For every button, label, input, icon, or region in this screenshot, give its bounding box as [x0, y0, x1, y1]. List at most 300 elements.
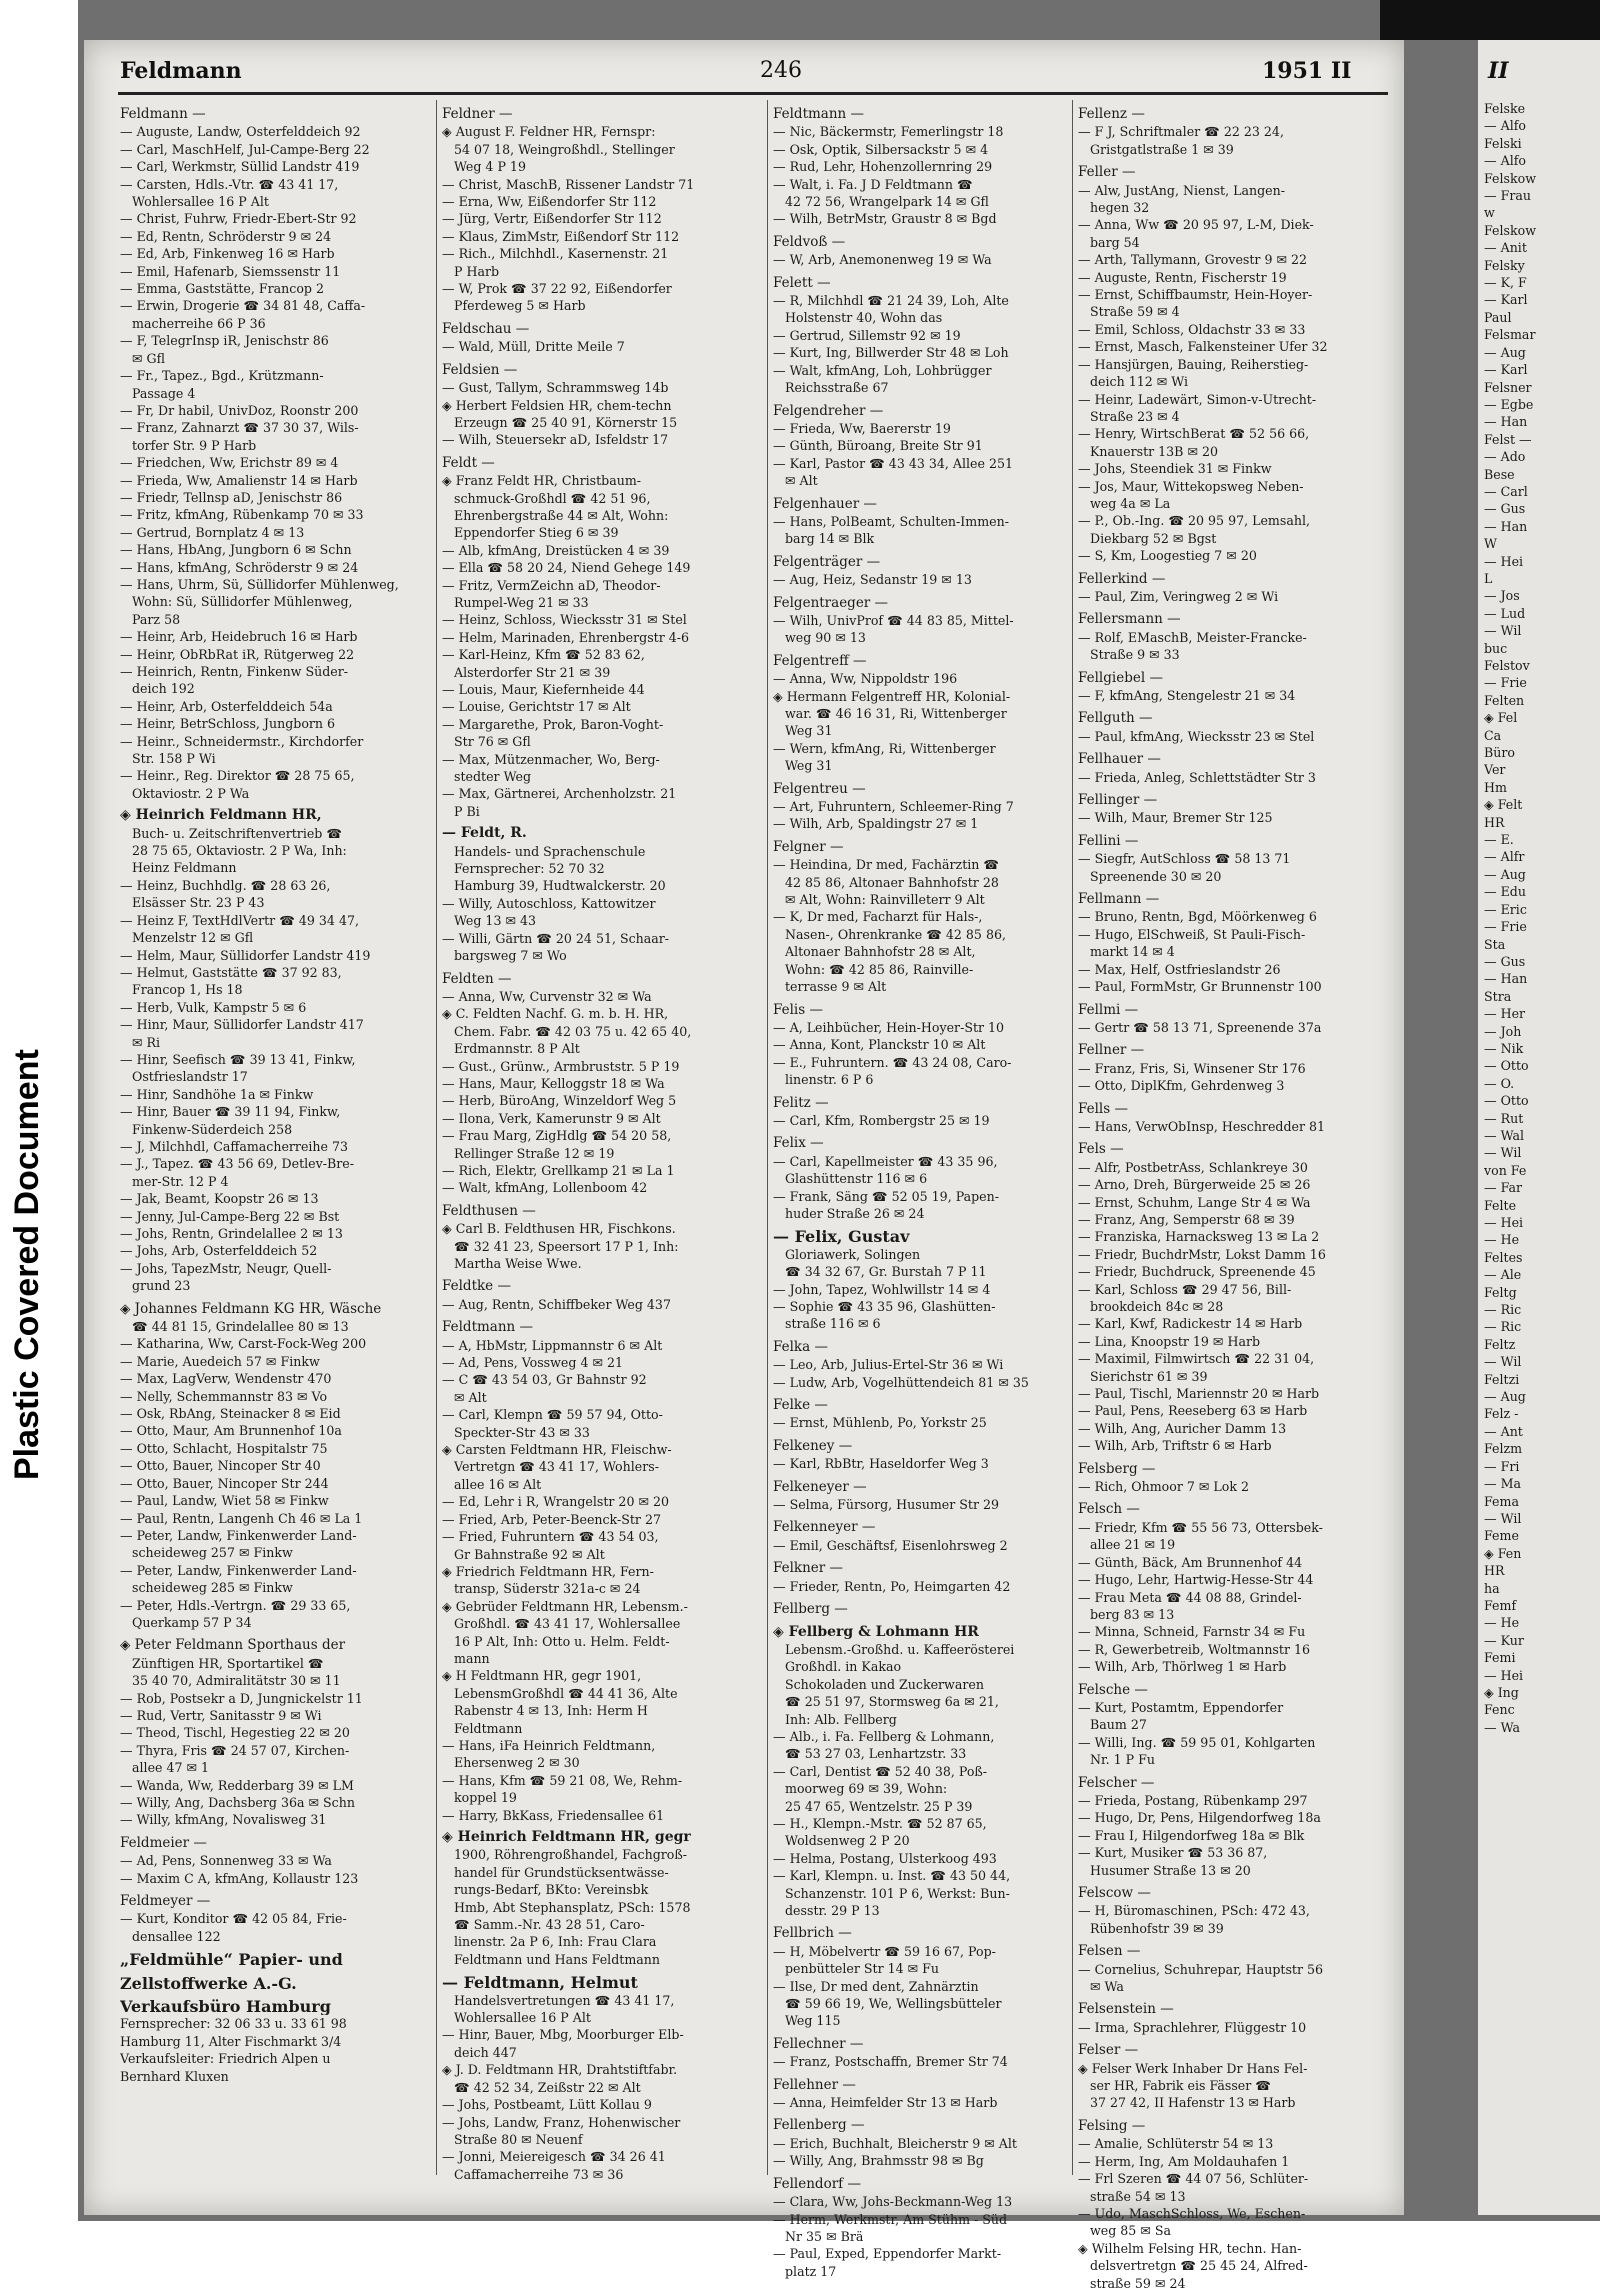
- directory-entry: — Karl, Schloss ☎ 29 47 56, Bill-: [1078, 1281, 1292, 1297]
- directory-entry: — Art, Fuhruntern, Schleemer-Ring 7: [773, 799, 1014, 815]
- directory-entry: — Helma, Postang, Ulsterkoog 493: [773, 1850, 997, 1866]
- directory-entry: — Nelly, Schemmannstr 83 ✉ Vo: [120, 1388, 328, 1404]
- directory-entry: — Max, LagVerw, Wendenstr 470: [120, 1371, 332, 1387]
- directory-entry: — Anna, Heimfelder Str 13 ✉ Harb: [773, 2095, 998, 2111]
- directory-entry: — Karl-Heinz, Kfm ☎ 52 83 62,: [442, 647, 645, 663]
- directory-entry: berg 83 ✉ 13: [1090, 1606, 1175, 1622]
- adjacent-page-entry: Felten: [1484, 692, 1525, 708]
- directory-entry: allee 21 ✉ 19: [1090, 1537, 1176, 1553]
- surname-heading: Felsch —: [1078, 1501, 1140, 1518]
- adjacent-page-entry: Femf: [1484, 1597, 1517, 1613]
- adjacent-page-entry: — Ant: [1484, 1423, 1523, 1439]
- running-head-right: 1951 II: [1262, 58, 1352, 84]
- adjacent-page-entry: Fenc: [1484, 1702, 1515, 1718]
- surname-heading: Felgentreff —: [773, 652, 867, 669]
- directory-entry: deich 192: [132, 681, 195, 697]
- directory-entry: — Herb, BüroAng, Winzeldorf Weg 5: [442, 1093, 677, 1109]
- surname-heading: Fellhauer —: [1078, 751, 1161, 768]
- directory-entry: — Paul, Zim, Veringweg 2 ✉ Wi: [1078, 588, 1279, 604]
- adjacent-page-entry: — Wal: [1484, 1127, 1524, 1143]
- directory-entry: Wohn: Sü, Süllidorfer Mühlenweg,: [132, 594, 353, 610]
- adjacent-page-entry: — Ma: [1484, 1476, 1522, 1492]
- adjacent-page-entry: ha: [1484, 1580, 1500, 1596]
- directory-entry: — J, Milchhdl, Caffamacherreihe 73: [120, 1138, 349, 1154]
- directory-entry: — Ilona, Verk, Kamerunstr 9 ✉ Alt: [442, 1110, 661, 1126]
- surname-heading: Feldner —: [442, 106, 513, 122]
- directory-entry: ☎ 59 66 19, We, Wellingsbütteler: [785, 1996, 1002, 2012]
- directory-entry: — Karl, RbBtr, Haseldorfer Weg 3: [773, 1456, 989, 1472]
- directory-entry: — Karl, Pastor ☎ 43 43 34, Allee 251: [773, 455, 1013, 471]
- directory-entry: ◈ Wilhelm Felsing HR, techn. Han-: [1078, 2240, 1302, 2256]
- directory-entry: — Wanda, Ww, Redderbarg 39 ✉ LM: [120, 1777, 354, 1793]
- directory-entry: — H., Klempn.-Mstr. ☎ 52 87 65,: [773, 1815, 987, 1831]
- adjacent-page-entry: — K, F: [1484, 275, 1527, 291]
- directory-entry: — Hinr, Seefisch ☎ 39 13 41, Finkw,: [120, 1051, 356, 1067]
- directory-entry: Feldtmann: [454, 1720, 523, 1736]
- adjacent-page-entry: Felske: [1484, 101, 1526, 116]
- directory-entry: — Karl, Klempn. u. Inst. ☎ 43 50 44,: [773, 1868, 1011, 1884]
- directory-entry: — A, HbMstr, Lippmannstr 6 ✉ Alt: [442, 1337, 663, 1353]
- directory-entry: — Paul, Tischl, Mariennstr 20 ✉ Harb: [1078, 1386, 1320, 1402]
- directory-entry: 37 27 42, II Hafenstr 13 ✉ Harb: [1090, 2095, 1296, 2111]
- directory-entry: Verkaufsbüro Hamburg: [120, 1998, 331, 2016]
- directory-entry: Spreenende 30 ✉ 20: [1090, 868, 1222, 884]
- directory-entry: Zünftigen HR, Sportartikel ☎: [132, 1655, 324, 1671]
- directory-entry: — Aug, Rentn, Schiffbeker Weg 437: [442, 1296, 671, 1312]
- adjacent-page-entry: ◈ Fen: [1484, 1545, 1522, 1561]
- directory-entry: scheideweg 257 ✉ Finkw: [132, 1545, 293, 1561]
- directory-entry: ◈ Franz Feldt HR, Christbaum-: [442, 473, 642, 489]
- directory-entry: — Hans, HbAng, Jungborn 6 ✉ Schn: [120, 542, 352, 558]
- directory-entry: Hamburg 39, Hudtwalckerstr. 20: [454, 878, 666, 894]
- directory-entry: — Thyra, Fris ☎ 24 57 07, Kirchen-: [120, 1742, 350, 1758]
- adjacent-page-entry: Felskow: [1484, 170, 1536, 186]
- directory-entry: — Alfr, PostbetrAss, Schlankreye 30: [1078, 1159, 1308, 1175]
- directory-entry: — Frieda, Ww, Baererstr 19: [773, 420, 951, 436]
- directory-entry: Straße 9 ✉ 33: [1090, 647, 1180, 663]
- directory-entry: — C ☎ 43 54 03, Gr Bahnstr 92: [442, 1372, 647, 1388]
- directory-entry: — Gertrud, Bornplatz 4 ✉ 13: [120, 524, 305, 540]
- adjacent-page-entry: Feltes: [1484, 1249, 1523, 1265]
- directory-entry: — Bruno, Rentn, Bgd, Möörkenweg 6: [1078, 909, 1317, 925]
- directory-entry: Weg 115: [785, 2013, 841, 2029]
- directory-entry: — Wilh, Arb, Thörlweg 1 ✉ Harb: [1078, 1659, 1287, 1675]
- directory-entry: — Gertr ☎ 58 13 71, Spreenende 37a: [1078, 1019, 1322, 1035]
- adjacent-page-entry: buc: [1484, 640, 1508, 656]
- directory-entry: Rumpel-Weg 21 ✉ 33: [454, 594, 589, 610]
- directory-entry: — Ad, Pens, Vossweg 4 ✉ 21: [442, 1355, 624, 1371]
- directory-entry: — Johs, TapezMstr, Neugr, Quell-: [120, 1260, 332, 1276]
- directory-entry: Fernsprecher: 52 70 32: [454, 861, 605, 877]
- surname-heading: Feldmeyer —: [120, 1893, 211, 1910]
- directory-entry: — Johs, Rentn, Grindelallee 2 ✉ 13: [120, 1226, 343, 1241]
- surname-heading: Felgentraeger —: [773, 594, 889, 611]
- directory-entry: weg 4a ✉ La: [1090, 495, 1171, 511]
- directory-entry: — Willy, Autoschloss, Kattowitzer: [442, 895, 656, 911]
- directory-entry: — Hans, iFa Heinrich Feldtmann,: [442, 1737, 656, 1753]
- directory-column-3: [773, 100, 1063, 2280]
- directory-entry: Schokoladen und Zuckerwaren: [785, 1676, 984, 1692]
- directory-entry: — Kurt, Ing, Billwerder Str 48 ✉ Loh: [773, 345, 1009, 361]
- directory-entry: — Hans, PolBeamt, Schulten-Immen-: [773, 513, 1009, 529]
- directory-entry: — Harry, BkKass, Friedensallee 61: [442, 1807, 665, 1823]
- adjacent-page-entry: — Han: [1484, 414, 1528, 430]
- directory-entry: — A, Leihbücher, Hein-Hoyer-Str 10: [773, 1019, 1005, 1035]
- surname-heading: Fellerkind —: [1078, 570, 1166, 587]
- directory-entry: — Herm, Ing, Am Moldauhafen 1: [1078, 2153, 1290, 2169]
- directory-entry: — Felix, Gustav: [773, 1228, 910, 1246]
- directory-entry: Alsterdorfer Str 21 ✉ 39: [454, 664, 611, 680]
- directory-entry: — Willy, Ang, Dachsberg 36a ✉ Schn: [120, 1795, 355, 1810]
- surname-heading: Felsing —: [1078, 2117, 1146, 2134]
- directory-entry: 42 72 56, Wrangelpark 14 ✉ Gfl: [785, 194, 989, 210]
- directory-entry: — Willy, kfmAng, Novalisweg 31: [120, 1812, 327, 1828]
- directory-entry: ◈ C. Feldten Nachf. G. m. b. H. HR,: [442, 1006, 669, 1022]
- directory-entry: — Erwin, Drogerie ☎ 34 81 48, Caffa-: [120, 298, 366, 314]
- directory-entry: — Rolf, EMaschB, Meister-Francke-: [1078, 629, 1307, 645]
- directory-entry: — Herb, Vulk, Kampstr 5 ✉ 6: [120, 999, 307, 1015]
- directory-entry: — Carsten, Hdls.-Vtr. ☎ 43 41 17,: [120, 176, 339, 192]
- directory-entry: — Frau Marg, ZigHdlg ☎ 54 20 58,: [442, 1128, 672, 1144]
- directory-entry: ◈ Felser Werk Inhaber Dr Hans Fel-: [1078, 2060, 1308, 2076]
- adjacent-page-entry: von Fe: [1484, 1162, 1527, 1178]
- directory-entry: Rübenhofstr 39 ✉ 39: [1090, 1920, 1224, 1936]
- surname-heading: Felgendreher —: [773, 402, 884, 419]
- directory-entry: — Friedr, BuchdrMstr, Lokst Damm 16: [1078, 1246, 1326, 1262]
- surname-heading: Felsenstein —: [1078, 2001, 1174, 2018]
- directory-entry: — Ernst, Mühlenb, Po, Yorkstr 25: [773, 1415, 987, 1431]
- directory-entry: — Jonni, Meiereigesch ☎ 34 26 41: [442, 2149, 666, 2165]
- directory-entry: desstr. 29 P 13: [785, 1903, 880, 1918]
- directory-entry: — Walt, kfmAng, Loh, Lohbrügger: [773, 362, 992, 378]
- surname-heading: Fellehner —: [773, 2076, 856, 2093]
- directory-entry: allee 47 ✉ 1: [132, 1760, 210, 1776]
- surname-heading: Feldmeier —: [120, 1834, 207, 1851]
- adjacent-page-entry: — Karl: [1484, 362, 1528, 378]
- directory-entry: Sierichstr 61 ✉ 39: [1090, 1368, 1208, 1384]
- directory-entry: Pferdeweg 5 ✉ Harb: [454, 298, 586, 314]
- directory-entry: ◈ Hermann Felgentreff HR, Kolonial-: [773, 688, 1011, 704]
- directory-entry: — Max, Helf, Ostfrieslandstr 26: [1078, 961, 1281, 977]
- adjacent-page-entry: — Rut: [1484, 1110, 1524, 1126]
- directory-entry: Schanzenstr. 101 P 6, Werkst: Bun-: [785, 1885, 1010, 1901]
- adjacent-page-entry: — Ale: [1484, 1267, 1522, 1283]
- directory-entry: — J., Tapez. ☎ 43 56 69, Detlev-Bre-: [120, 1156, 354, 1172]
- directory-entry: 35 40 70, Admiralitätstr 30 ✉ 11: [132, 1673, 341, 1689]
- directory-entry: — Jak, Beamt, Koopstr 26 ✉ 13: [120, 1191, 319, 1207]
- directory-entry: transp, Süderstr 321a-c ✉ 24: [454, 1581, 641, 1597]
- surname-heading: ◈ Johannes Feldmann KG HR, Wäsche: [120, 1300, 382, 1317]
- directory-entry: — Auguste, Rentn, Fischerstr 19: [1078, 269, 1287, 285]
- surname-heading: Fells —: [1078, 1100, 1128, 1117]
- directory-entry: — Ilse, Dr med dent, Zahnärztin: [773, 1978, 979, 1994]
- adjacent-page-entry: Stra: [1484, 988, 1512, 1004]
- directory-entry: ◈ August F. Feldner HR, Fernspr:: [442, 124, 656, 140]
- directory-entry: Gr Bahnstraße 92 ✉ Alt: [454, 1546, 605, 1562]
- directory-entry: penbütteler Str 14 ✉ Fu: [785, 1961, 940, 1977]
- surname-heading: Felgentreu —: [773, 780, 866, 797]
- directory-entry: — Anna, Kont, Planckstr 10 ✉ Alt: [773, 1037, 986, 1053]
- adjacent-page-entry: — Anit: [1484, 240, 1527, 256]
- directory-entry: — Heinr, ObRbRat iR, Rütgerweg 22: [120, 646, 355, 662]
- directory-entry: Nasen-, Ohrenkranke ☎ 42 85 86,: [785, 926, 1006, 942]
- left-margin-strip: [0, 0, 78, 2221]
- surname-heading: Felix —: [773, 1135, 824, 1152]
- directory-entry: brookdeich 84c ✉ 28: [1090, 1299, 1224, 1314]
- directory-entry: — Jürg, Vertr, Eißendorfer Str 112: [442, 211, 662, 227]
- surname-heading: Felke —: [773, 1397, 828, 1414]
- directory-entry: — Carl, Werkmstr, Süllid Landstr 419: [120, 159, 360, 175]
- directory-entry: Eppendorfer Stieg 6 ✉ 39: [454, 525, 619, 541]
- surname-heading: Fellmann —: [1078, 891, 1160, 908]
- running-head-left: Feldmann: [120, 58, 242, 84]
- directory-entry: — Hinr, Sandhöhe 1a ✉ Finkw: [120, 1086, 314, 1102]
- adjacent-page-entry: ◈ Ing: [1484, 1684, 1519, 1700]
- directory-entry: — F J, Schriftmaler ☎ 22 23 24,: [1078, 124, 1284, 140]
- directory-entry: deich 112 ✉ Wi: [1090, 374, 1189, 390]
- directory-entry: — Franz, Postschaffn, Bremer Str 74: [773, 2054, 1008, 2070]
- directory-entry: Diekbarg 52 ✉ Bgst: [1090, 530, 1217, 546]
- directory-entry: — Wilh, Arb, Triftstr 6 ✉ Harb: [1078, 1438, 1272, 1454]
- adjacent-page-entry: — Jos: [1484, 588, 1520, 604]
- directory-column-1: [120, 100, 410, 2085]
- directory-entry: — Heinz, Buchhdlg. ☎ 28 63 26,: [120, 877, 331, 893]
- directory-entry: — Amalie, Schlüterstr 54 ✉ 13: [1078, 2136, 1274, 2152]
- directory-entry: Speckter-Str 43 ✉ 33: [454, 1424, 590, 1440]
- directory-entry: ◈ Heinrich Feldmann HR,: [120, 807, 322, 824]
- directory-entry: bargsweg 7 ✉ Wo: [454, 948, 567, 964]
- adjacent-page-entry: Bese: [1484, 466, 1515, 482]
- adjacent-page-entry: — Wil: [1484, 623, 1522, 639]
- directory-entry: — Fried, Fuhruntern ☎ 43 54 03,: [442, 1529, 659, 1545]
- directory-entry: ◈ Carsten Feldtmann HR, Fleischw-: [442, 1442, 672, 1458]
- directory-entry: — Louis, Maur, Kiefernheide 44: [442, 682, 645, 697]
- directory-entry: — Peter, Hdls.-Vertrgn. ☎ 29 33 65,: [120, 1597, 351, 1613]
- directory-entry: — Helmut, Gaststätte ☎ 37 92 83,: [120, 964, 342, 980]
- adjacent-page-header: II: [1488, 58, 1509, 84]
- directory-entry: — Frl Szeren ☎ 44 07 56, Schlüter-: [1078, 2171, 1309, 2187]
- directory-entry: — Ernst, Schiffbaumstr, Hein-Hoyer-: [1078, 287, 1313, 303]
- directory-entry: — Wilh, Steuersekr aD, Isfeldstr 17: [442, 432, 669, 448]
- directory-entry: — Carl, Klempn ☎ 59 57 94, Otto-: [442, 1407, 663, 1423]
- directory-entry: ✉ Alt: [454, 1389, 487, 1405]
- surname-heading: Felgenhauer —: [773, 495, 877, 512]
- directory-entry: — Peter, Landw, Finkenwerder Land-: [120, 1562, 357, 1578]
- directory-entry: straße 116 ✉ 6: [785, 1316, 881, 1332]
- directory-entry: Wohlersallee 16 P Alt: [454, 2010, 591, 2026]
- surname-heading: Felsberg —: [1078, 1460, 1156, 1477]
- directory-entry: — John, Tapez, Wohlwillstr 14 ✉ 4: [773, 1281, 991, 1297]
- directory-entry: — Walt, i. Fa. J D Feldtmann ☎: [773, 176, 973, 192]
- directory-entry: — Siegfr, AutSchloss ☎ 58 13 71: [1078, 851, 1291, 867]
- adjacent-page-entry: HR: [1484, 814, 1505, 830]
- directory-entry: — Kurt, Musiker ☎ 53 36 87,: [1078, 1845, 1268, 1861]
- directory-entry: — Franz, Zahnarzt ☎ 37 30 37, Wils-: [120, 420, 359, 436]
- surname-heading: Fellberg —: [773, 1601, 848, 1618]
- directory-entry: — R, Milchhdl ☎ 21 24 39, Loh, Alte: [773, 293, 1009, 309]
- directory-entry: Francop 1, Hs 18: [132, 982, 243, 998]
- surname-heading: Felgenträger —: [773, 553, 881, 570]
- directory-entry: — Ernst, Schuhm, Lange Str 4 ✉ Wa: [1078, 1194, 1311, 1210]
- directory-entry: Lebensm.-Großhd. u. Kaffeerösterei: [785, 1641, 1015, 1657]
- directory-entry: ☎ 42 52 34, Zeißstr 22 ✉ Alt: [454, 2079, 641, 2095]
- directory-entry: Straße 80 ✉ Neuenf: [454, 2131, 583, 2147]
- directory-entry: — Ella ☎ 58 20 24, Niend Gehege 149: [442, 560, 691, 576]
- directory-entry: delsvertretgn ☎ 25 45 24, Alfred-: [1090, 2258, 1308, 2274]
- directory-entry: — Hans, Kfm ☎ 59 21 08, We, Rehm-: [442, 1772, 683, 1788]
- directory-entry: Holstenstr 40, Wohn das: [785, 310, 943, 326]
- directory-entry: — Gust., Grünw., Armbruststr. 5 P 19: [442, 1058, 680, 1074]
- directory-entry: — Katharina, Ww, Carst-Fock-Weg 200: [120, 1336, 367, 1352]
- surname-heading: Felsen —: [1078, 1943, 1141, 1960]
- directory-entry: — Alw, JustAng, Nienst, Langen-: [1078, 182, 1285, 198]
- directory-entry: Großhdl. in Kakao: [785, 1659, 902, 1675]
- directory-entry: ☎ 34 32 67, Gr. Burstah 7 P 11: [785, 1264, 987, 1280]
- directory-entry: — Wilh, BetrMstr, Graustr 8 ✉ Bgd: [773, 211, 997, 227]
- adjacent-page-entry: — Wil: [1484, 1354, 1522, 1370]
- directory-entry: Baum 27: [1090, 1717, 1147, 1733]
- directory-entry: „Feldmühle“ Papier- und: [120, 1951, 343, 1969]
- adjacent-page-entry: — E.: [1484, 832, 1514, 848]
- directory-entry: — Paul, Exped, Eppendorfer Markt-: [773, 2246, 1002, 2262]
- directory-entry: — Hugo, Dr, Pens, Hilgendorfweg 18a: [1078, 1810, 1321, 1826]
- surname-heading: Felsche —: [1078, 1681, 1148, 1698]
- directory-entry: Buch- u. Zeitschriftenvertrieb ☎: [132, 825, 343, 841]
- adjacent-page-entry: — Otto: [1484, 1058, 1529, 1074]
- directory-entry: Feldtmann und Hans Feldtmann: [454, 1951, 661, 1967]
- directory-entry: — F, kfmAng, Stengelestr 21 ✉ 34: [1078, 688, 1296, 703]
- surname-heading: Fellersmann —: [1078, 611, 1181, 628]
- directory-entry: linenstr. 2a P 6, Inh: Frau Clara: [454, 1934, 657, 1950]
- directory-entry: — Wilh, Maur, Bremer Str 125: [1078, 810, 1273, 826]
- directory-entry: — Carl, Dentist ☎ 52 40 38, Poß-: [773, 1763, 988, 1779]
- directory-entry: — Günth, Büroang, Breite Str 91: [773, 438, 983, 454]
- directory-entry: Fernsprecher: 32 06 33 u. 33 61 98: [120, 2016, 347, 2032]
- directory-entry: Str. 158 P Wi: [132, 751, 216, 767]
- adjacent-page-entry: Feltg: [1484, 1284, 1517, 1300]
- directory-entry: — Peter, Landw, Finkenwerder Land-: [120, 1527, 357, 1543]
- directory-entry: markt 14 ✉ 4: [1090, 944, 1175, 960]
- directory-entry: — Hansjürgen, Bauing, Reiherstieg-: [1078, 356, 1309, 372]
- adjacent-page-entry: — Hei: [1484, 553, 1524, 569]
- directory-entry: — Otto, Bauer, Nincoper Str 244: [120, 1475, 329, 1491]
- directory-entry: Wohlersallee 16 P Alt: [132, 194, 269, 210]
- surname-heading: Fellbrich —: [773, 1925, 852, 1942]
- adjacent-page-entry: Ver: [1484, 762, 1506, 778]
- surname-heading: ◈ Peter Feldmann Sporthaus der: [120, 1637, 346, 1654]
- directory-entry: ◈ H Feldtmann HR, gegr 1901,: [442, 1668, 642, 1684]
- adjacent-page-entry: Felte: [1484, 1197, 1517, 1213]
- directory-entry: — Hugo, ElSchweiß, St Pauli-Fisch-: [1078, 926, 1306, 942]
- directory-entry: — Feldtmann, Helmut: [442, 1974, 638, 1992]
- adjacent-page-entry: — Alfr: [1484, 849, 1525, 865]
- adjacent-page-entry: — Egbe: [1484, 396, 1534, 412]
- directory-entry: — Frau Meta ☎ 44 08 88, Grindel-: [1078, 1589, 1302, 1605]
- directory-entry: mann: [454, 1650, 490, 1666]
- directory-entry: — Christ, Fuhrw, Friedr-Ebert-Str 92: [120, 211, 357, 227]
- directory-entry: Hamburg 11, Alter Fischmarkt 3/4: [120, 2033, 342, 2049]
- directory-entry: Handelsvertretungen ☎ 43 41 17,: [454, 1992, 675, 2008]
- directory-entry: barg 14 ✉ Blk: [785, 531, 875, 547]
- directory-entry: ◈ Friedrich Feldtmann HR, Fern-: [442, 1563, 654, 1579]
- directory-entry: — H, Möbelvertr ☎ 59 16 67, Pop-: [773, 1943, 996, 1959]
- surname-heading: Feldthusen —: [442, 1202, 536, 1219]
- directory-entry: Weg 4 P 19: [454, 159, 526, 175]
- directory-entry: — Maximil, Filmwirtsch ☎ 22 31 04,: [1078, 1351, 1315, 1367]
- directory-entry: ☎ 32 41 23, Speersort 17 P 1, Inh:: [454, 1238, 679, 1254]
- directory-entry: — Fried, Arb, Peter-Beenck-Str 27: [442, 1511, 661, 1527]
- directory-entry: — Heinr, Arb, Heidebruch 16 ✉ Harb: [120, 629, 358, 645]
- directory-entry: — Emil, Hafenarb, Siemssenstr 11: [120, 263, 341, 279]
- directory-entry: — Heinr., Schneidermstr., Kirchdorfer: [120, 733, 364, 749]
- directory-entry: — Otto, Bauer, Nincoper Str 40: [120, 1458, 321, 1474]
- directory-entry: — Sophie ☎ 43 35 96, Glashütten-: [773, 1299, 996, 1314]
- surname-heading: Feldt —: [442, 454, 495, 471]
- directory-entry: 54 07 18, Weingroßhdl., Stellinger: [454, 141, 675, 157]
- directory-entry: — Emil, Geschäftsf, Eisenlohrsweg 2: [773, 1537, 1008, 1553]
- directory-entry: — Henry, WirtschBerat ☎ 52 56 66,: [1078, 426, 1310, 442]
- directory-entry: — Anna, Ww, Nippoldstr 196: [773, 671, 958, 687]
- directory-entry: — Willi, Ing. ☎ 59 95 01, Kohlgarten: [1078, 1734, 1316, 1750]
- adjacent-page-entry: — Nik: [1484, 1040, 1524, 1056]
- adjacent-page-entry: — Gus: [1484, 501, 1526, 517]
- directory-entry: rungs-Bedarf, BKto: Vereinsbk: [454, 1882, 649, 1898]
- directory-entry: — Helm, Maur, Süllidorfer Landstr 419: [120, 947, 371, 963]
- directory-entry: ✉ Alt, Wohn: Rainvilleterr 9 Alt: [785, 892, 985, 908]
- directory-entry: Heinz Feldmann: [132, 860, 237, 876]
- adjacent-page-entry: ◈ Felt: [1484, 797, 1523, 813]
- directory-entry: Caffamacherreihe 73 ✉ 36: [454, 2166, 624, 2182]
- directory-entry: — Heinr, Ladewärt, Simon-v-Utrecht-: [1078, 391, 1317, 407]
- adjacent-page-entry: Felskow: [1484, 222, 1536, 238]
- directory-entry: deich 447: [454, 2044, 517, 2060]
- directory-entry: — W, Prok ☎ 37 22 92, Eißendorfer: [442, 281, 672, 297]
- directory-entry: koppel 19: [454, 1790, 517, 1806]
- directory-entry: Vertretgn ☎ 43 41 17, Wohlers-: [454, 1459, 659, 1475]
- adjacent-page-entry: — Far: [1484, 1180, 1523, 1196]
- directory-entry: — Udo, MaschSchloss, We, Eschen-: [1078, 2205, 1306, 2221]
- directory-entry: — Frank, Säng ☎ 52 05 19, Papen-: [773, 1188, 999, 1204]
- adjacent-page-entry: — Carl: [1484, 483, 1528, 499]
- directory-entry: — Friedchen, Ww, Erichstr 89 ✉ 4: [120, 455, 339, 471]
- directory-entry: — Ludw, Arb, Vogelhüttendeich 81 ✉ 35: [773, 1374, 1029, 1390]
- directory-entry: — Ed, Lehr i R, Wrangelstr 20 ✉ 20: [442, 1494, 670, 1510]
- adjacent-page-entry: — Frau: [1484, 188, 1531, 204]
- surname-heading: Felett —: [773, 274, 831, 291]
- directory-entry: Altonaer Bahnhofstr 28 ✉ Alt,: [785, 944, 976, 960]
- surname-heading: Feldvoß —: [773, 233, 846, 250]
- directory-entry: — Max, Gärtnerei, Archenholzstr. 21: [442, 786, 677, 802]
- directory-entry: Verkaufsleiter: Friedrich Alpen u: [120, 2051, 331, 2067]
- directory-entry: — Wald, Müll, Dritte Meile 7: [442, 339, 625, 355]
- directory-entry: — Hans, Maur, Kelloggstr 18 ✉ Wa: [442, 1075, 665, 1091]
- directory-entry: — Louise, Gerichtstr 17 ✉ Alt: [442, 699, 631, 715]
- surname-heading: Feldten —: [442, 970, 512, 987]
- directory-entry: — Carl, Kfm, Rombergstr 25 ✉ 19: [773, 1112, 990, 1128]
- directory-entry: — Heinr, BetrSchloss, Jungborn 6: [120, 716, 336, 732]
- adjacent-page-entry: ◈ Fel: [1484, 710, 1518, 726]
- directory-entry: — Rud, Lehr, Hohenzollernring 29: [773, 159, 993, 175]
- adjacent-page-entry: Büro: [1484, 745, 1515, 761]
- directory-entry: schmuck-Großhdl ☎ 42 51 96,: [454, 490, 651, 506]
- directory-entry: — Paul, Rentn, Langenh Ch 46 ✉ La 1: [120, 1510, 363, 1526]
- directory-entry: — Clara, Ww, Johs-Beckmann-Weg 13: [773, 2194, 1013, 2210]
- directory-entry: ☎ Samm.-Nr. 43 28 51, Caro-: [454, 1917, 645, 1933]
- directory-entry: densallee 122: [132, 1928, 221, 1944]
- directory-entry: — Fritz, VermZeichn aD, Theodor-: [442, 577, 661, 593]
- adjacent-page-entry: — He: [1484, 1232, 1520, 1248]
- directory-entry: — Heinz F, TextHdlVertr ☎ 49 34 47,: [120, 912, 359, 928]
